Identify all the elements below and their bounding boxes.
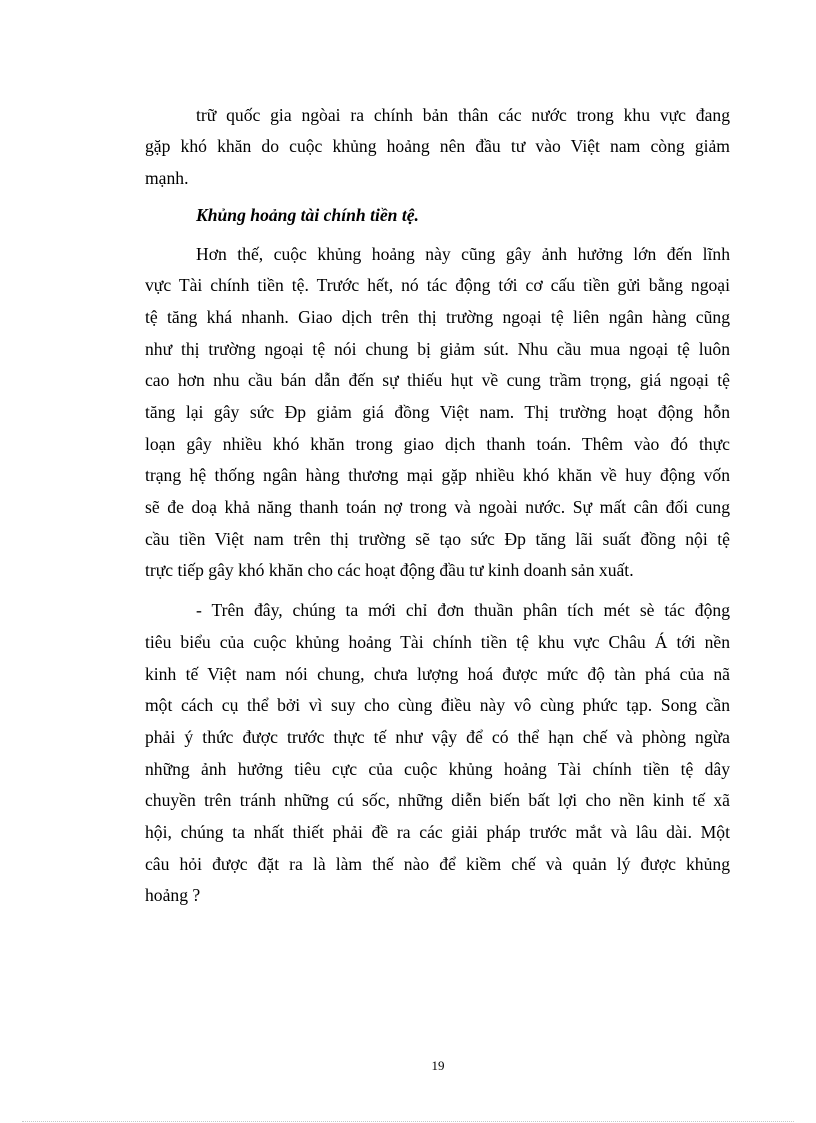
text-line: cầu tiền Việt nam trên thị trường sẽ tạo sức Ðp tăng lãi suất đồng nội tệ <box>145 529 730 549</box>
text-line: như thị trường ngoại tệ nói chung bị giảm sút. Nhu cầu mua ngoại tệ luôn <box>145 339 730 359</box>
text-line: kinh tế Việt nam nói chung, chưa lượng hoá được mức độ tàn phá của nã <box>145 664 730 684</box>
text-line: hội, chúng ta nhất thiết phải đề ra các giải pháp trước mắt và lâu dài. Một <box>145 822 730 842</box>
text-line: gặp khó khăn do cuộc khủng hoảng nên đầu tư vào Việt nam còng giảm <box>145 136 730 156</box>
text-line: loạn gây nhiều khó khăn trong giao dịch thanh toán. Thêm vào đó thực <box>145 434 730 454</box>
section-heading: Khủng hoảng tài chính tiền tệ. <box>196 205 419 225</box>
text-line: trữ quốc gia ngòai ra chính bản thân các nước trong khu vực đang <box>196 105 730 125</box>
page-number: 19 <box>431 1058 445 1073</box>
text-line: sẽ đe doạ khả năng thanh toán nợ trong và ngoài nước. Sự mất cân đối cung <box>145 497 730 517</box>
text-line: cao hơn nhu cầu bán dẫn đến sự thiếu hụt về cung trầm trọng, giá ngoại tệ <box>145 370 730 390</box>
text-line: những ảnh hưởng tiêu cực của cuộc khủng hoảng Tài chính tiền tệ dây <box>145 759 730 779</box>
text-line: tiêu biểu của cuộc khủng hoảng Tài chính tiền tệ khu vực Châu Á tới nền <box>145 632 730 652</box>
text-line: câu hỏi được đặt ra là làm thế nào để kiềm chế và quản lý được khủng <box>145 854 730 874</box>
page-break-divider <box>22 1121 794 1122</box>
text-line: Hơn thế, cuộc khủng hoảng này cũng gây ảnh hưởng lớn đến lĩnh <box>196 244 730 264</box>
text-line: mạnh. <box>145 168 189 188</box>
text-line: vực Tài chính tiền tệ. Trước hết, nó tác động tới cơ cấu tiền gửi bằng ngoại <box>145 275 730 295</box>
text-line: tăng lại gây sức Ðp giảm giá đồng Việt nam. Thị trường hoạt động hỗn <box>145 402 730 422</box>
text-line: phải ý thức được trước thực tế như vậy để có thể hạn chế và phòng ngừa <box>145 727 730 747</box>
text-line: chuyền trên tránh những cú sốc, những diễn biến bất lợi cho nền kinh tế xã <box>145 790 730 810</box>
text-line: trực tiếp gây khó khăn cho các hoạt động đầu tư kinh doanh sản xuất. <box>145 560 634 580</box>
text-line: hoảng ? <box>145 885 201 905</box>
text-line: một cách cụ thể bởi vì suy cho cùng điều này vô cùng phức tạp. Song cần <box>145 695 730 715</box>
text-line: tệ tăng khá nhanh. Giao dịch trên thị trường ngoại tệ liên ngân hàng cũng <box>145 307 730 327</box>
text-line: - Trên đây, chúng ta mới chỉ đơn thuần phân tích mét sè tác động <box>196 600 730 620</box>
text-line: trạng hệ thống ngân hàng thương mại gặp nhiều khó khăn về huy động vốn <box>145 465 730 485</box>
